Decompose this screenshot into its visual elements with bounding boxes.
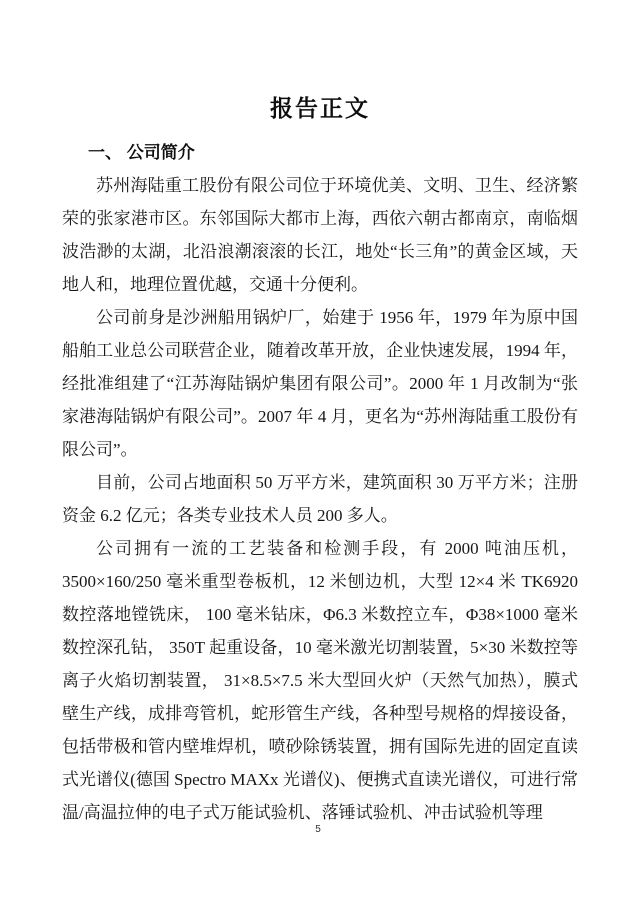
section-heading-company-intro: 一、 公司简介 — [88, 143, 195, 162]
paragraph-company-history: 公司前身是沙洲船用锅炉厂，始建于 1956 年，1979 年为原中国船舶工业总公司联营企业，随着改革开放，企业快速发展，1994 年，经批准组建了“江苏海陆锅炉集团有限公司”。2000 年 1 月改制为“张家港海陆锅炉有限公司”。2007 年 4 月，更名为“苏州海陆重工股份有限公司”。 — [62, 308, 578, 459]
page-number: 5 — [315, 824, 321, 835]
body-text — [62, 169, 578, 829]
page-content — [62, 92, 578, 829]
paragraph-company-scale: 目前，公司占地面积 50 万平方米，建筑面积 30 万平方米；注册资金 6.2 亿元；各类专业技术人员 200 多人。 — [62, 473, 578, 525]
document-title: 报告正文 — [270, 95, 370, 121]
paragraph-company-location: 苏州海陆重工股份有限公司位于环境优美、文明、卫生、经济繁荣的张家港市区。东邻国际大都市上海，西依六朝古都南京，南临烟波浩渺的太湖，北沿浪潮滚滚的长江，地处“长三角”的黄金区域，天地人和，地理位置优越，交通十分便利。 — [62, 176, 578, 294]
paragraph-company-equipment: 公司拥有一流的工艺装备和检测手段，有 2000 吨油压机，3500×160/250 毫米重型卷板机，12 米刨边机，大型 12×4 米 TK6920 数控落地镗铣床， 100 毫米钻床，Φ6.3 米数控立车，Φ38×1000 毫米数控深孔钻， 350T 起重设备，10 毫米激光切割装置，5×30 米数控等离子火焰切割装置， 31×8.5×7.5 米大型回火炉（天然气加热），膜式壁生产线，成排弯管机，蛇形管生产线，各种型号规格的焊接设备，包括带极和管内壁堆焊机，喷砂除锈装置，拥有国际先进的固定直读式光谱仪(德国 Spectro MAXx 光谱仪)、便携式直读光谱仪，可进行常温/高温拉伸的电子式万能试验机、落锤试验机、冲击试验机等理 — [62, 539, 578, 822]
